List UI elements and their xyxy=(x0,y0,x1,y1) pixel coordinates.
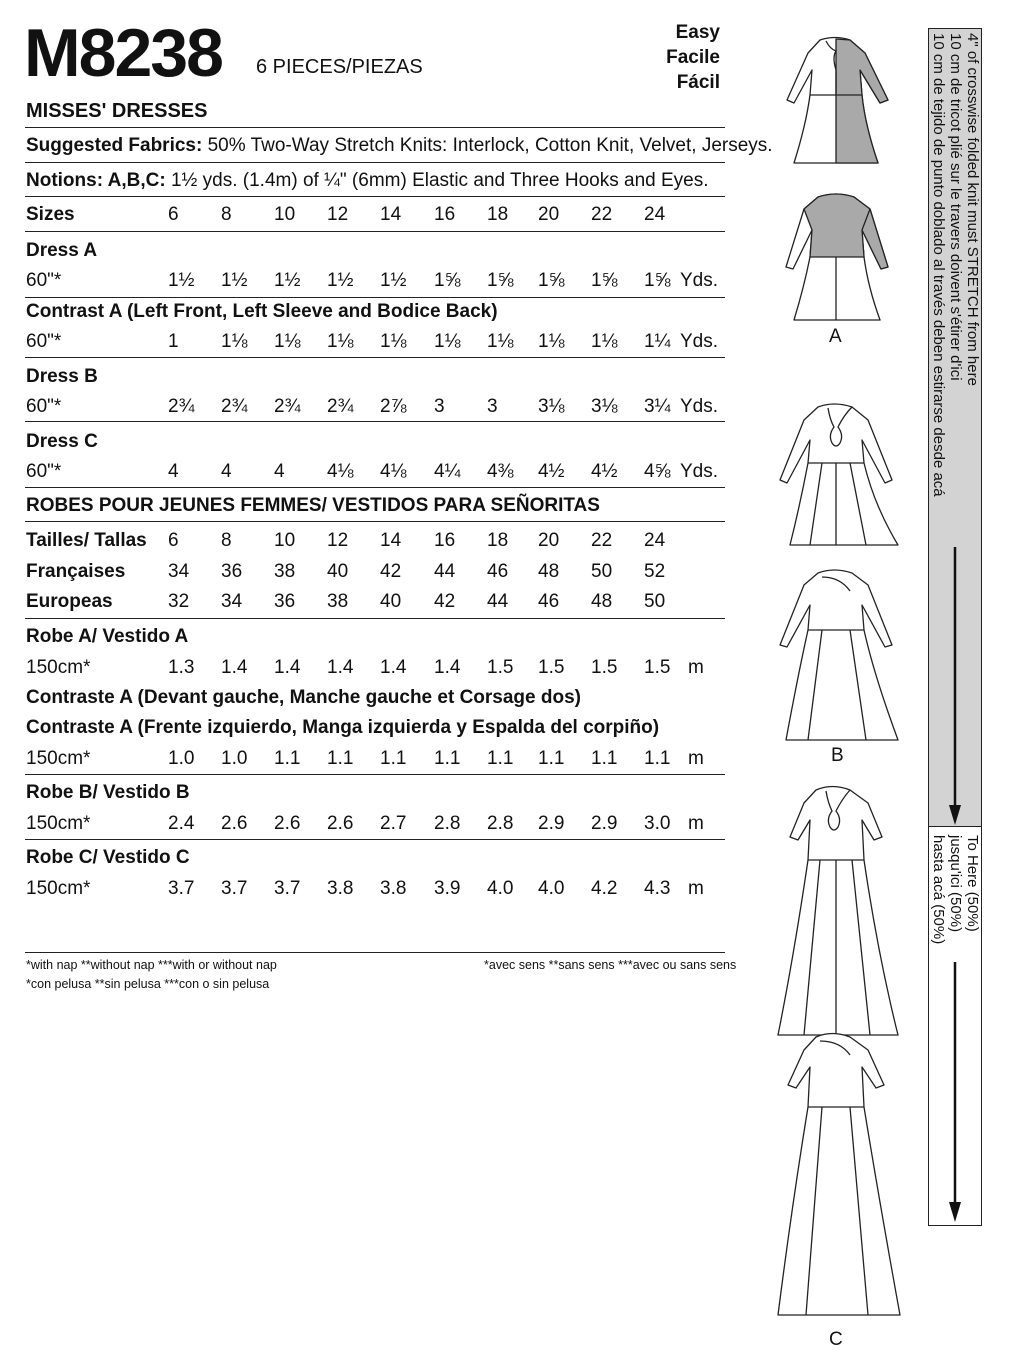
table-cell: 2¾ xyxy=(168,396,195,417)
table-cell: 2¾ xyxy=(327,396,354,417)
table-cell: 1⅛ xyxy=(487,331,514,352)
table-cell: 3.7 xyxy=(221,878,248,899)
piece-count: 6 PIECES/PIEZAS xyxy=(256,56,423,78)
footnote-en: *with nap **without nap ***with or without nap xyxy=(26,958,277,972)
suggested-fabrics xyxy=(26,135,773,157)
table-cell: 1¼ xyxy=(644,331,671,352)
table-cell: 4½ xyxy=(591,461,618,482)
table-cell: 1.5 xyxy=(591,657,618,678)
view-c-back-illustration xyxy=(778,1034,900,1316)
stretch-text-fr: 10 cm de tricot plié sur le travers doivent s'étirer d'ici xyxy=(947,33,964,381)
section-heading: Robe B/ Vestido B xyxy=(26,782,190,803)
table-cell: 4 xyxy=(168,461,179,482)
table-cell: 3.8 xyxy=(327,878,354,899)
table-cell: 6 xyxy=(168,204,179,225)
fabric-width: 60"* xyxy=(26,270,62,291)
table-cell: 46 xyxy=(538,591,560,612)
table-cell: 1 xyxy=(168,331,179,352)
table-cell: 2.8 xyxy=(434,813,461,834)
table-cell: 1⅝ xyxy=(644,270,671,291)
arrow-down-icon xyxy=(949,962,961,1222)
fabrics-text: 50% Two-Way Stretch Knits: Interlock, Cotton Knit, Velvet, Jerseys. xyxy=(207,135,773,156)
table-cell: 3⅛ xyxy=(538,396,565,417)
table-cell: 1.1 xyxy=(274,748,301,769)
table-cell: 4 xyxy=(274,461,285,482)
section-heading: Dress B xyxy=(26,366,98,387)
table-cell: 22 xyxy=(591,204,613,225)
table-cell: 44 xyxy=(487,591,509,612)
table-cell: 3.0 xyxy=(644,813,671,834)
table-cell: 18 xyxy=(487,204,509,225)
table-cell: 50 xyxy=(644,591,666,612)
table-cell: 1⅛ xyxy=(274,331,301,352)
table-cell: 2⅞ xyxy=(380,396,407,417)
table-cell: 8 xyxy=(221,204,232,225)
table-cell: 1.4 xyxy=(221,657,248,678)
table-cell: 1½ xyxy=(221,270,248,291)
unit-label: Yds. xyxy=(680,396,719,417)
table-cell: 22 xyxy=(591,530,613,551)
table-cell: 2.6 xyxy=(274,813,301,834)
table-cell: 1.1 xyxy=(380,748,407,769)
table-cell: 4 xyxy=(221,461,232,482)
table-cell: 52 xyxy=(644,561,666,582)
table-cell: 3.7 xyxy=(168,878,195,899)
table-cell: 1⅝ xyxy=(538,270,565,291)
section-heading: Contraste A (Frente izquierdo, Manga izquierda y Espalda del corpiño) xyxy=(26,717,660,738)
section-heading: Contrast A (Left Front, Left Sleeve and Bodice Back) xyxy=(26,301,498,322)
table-cell: 44 xyxy=(434,561,456,582)
table-cell: 4⅛ xyxy=(380,461,407,482)
table-cell: 1⅝ xyxy=(434,270,461,291)
table-cell: 6 xyxy=(168,530,179,551)
table-cell: 4.2 xyxy=(591,878,618,899)
table-cell: 4¼ xyxy=(434,461,461,482)
fabric-width: 150cm* xyxy=(26,748,91,769)
table-cell: 1.1 xyxy=(591,748,618,769)
pattern-title: MISSES' DRESSES xyxy=(26,100,208,122)
table-cell: 24 xyxy=(644,530,666,551)
pattern-number: M8238 xyxy=(24,15,222,91)
table-cell: 1.1 xyxy=(434,748,461,769)
stretch-instructions xyxy=(930,33,981,497)
section-heading: Robe C/ Vestido C xyxy=(26,847,190,868)
table-cell: 2.6 xyxy=(327,813,354,834)
table-divider xyxy=(25,297,725,298)
unit-label: m xyxy=(688,813,704,834)
table-divider xyxy=(25,521,725,522)
table-cell: 46 xyxy=(487,561,509,582)
table-cell: 10 xyxy=(274,530,296,551)
table-cell: 40 xyxy=(380,591,402,612)
table-cell: 1.5 xyxy=(644,657,671,678)
table-cell: 40 xyxy=(327,561,349,582)
table-cell: 1⅛ xyxy=(380,331,407,352)
table-cell: 1⅛ xyxy=(221,331,248,352)
footnote-es: *con pelusa **sin pelusa ***con o sin pelusa xyxy=(26,977,270,991)
table-cell: 1.4 xyxy=(327,657,354,678)
table-cell: 2.9 xyxy=(538,813,565,834)
garment-views xyxy=(770,25,910,1355)
unit-label: m xyxy=(688,657,704,678)
table-divider xyxy=(25,618,725,619)
table-divider xyxy=(25,231,725,232)
table-cell: 1⅛ xyxy=(591,331,618,352)
section-heading: Contraste A (Devant gauche, Manche gauche et Corsage dos) xyxy=(26,687,581,708)
table-cell: 1.4 xyxy=(434,657,461,678)
table-cell: 1.3 xyxy=(168,657,195,678)
table-cell: 4.0 xyxy=(487,878,514,899)
table-cell: 1½ xyxy=(274,270,301,291)
table-cell: 4.3 xyxy=(644,878,671,899)
table-divider xyxy=(25,421,725,422)
table-cell: 1⅛ xyxy=(434,331,461,352)
stretch-end-es: hasta acá (50%) xyxy=(930,835,947,945)
table-cell: 4⅝ xyxy=(644,461,671,482)
table-cell: 1⅝ xyxy=(591,270,618,291)
notions xyxy=(26,170,709,192)
table-cell: 36 xyxy=(221,561,243,582)
table-cell: 32 xyxy=(168,591,190,612)
size-row-label: Europeas xyxy=(26,591,113,612)
table-cell: 18 xyxy=(487,530,509,551)
table-cell: 1½ xyxy=(327,270,354,291)
notions-text: 1½ yds. (1.4m) of ¼" (6mm) Elastic and Three Hooks and Eyes. xyxy=(170,170,709,191)
table-cell: 16 xyxy=(434,204,456,225)
table-cell: 1.5 xyxy=(538,657,565,678)
view-a-back-illustration xyxy=(786,194,888,320)
unit-label: Yds. xyxy=(680,270,719,291)
table-cell: 34 xyxy=(168,561,190,582)
view-a-front-illustration xyxy=(787,38,888,164)
table-cell: 3.9 xyxy=(434,878,461,899)
table-cell: 1.1 xyxy=(644,748,671,769)
table-cell: 4⅛ xyxy=(327,461,354,482)
unit-label: m xyxy=(688,748,704,769)
view-label-a: A xyxy=(829,326,842,347)
table-cell: 2.6 xyxy=(221,813,248,834)
table-cell: 20 xyxy=(538,204,560,225)
unit-label: Yds. xyxy=(680,331,719,352)
fabric-width: 150cm* xyxy=(26,813,91,834)
table-cell: 20 xyxy=(538,530,560,551)
table-cell: 3 xyxy=(487,396,498,417)
table-cell: 12 xyxy=(327,204,349,225)
table-cell: 3 xyxy=(434,396,445,417)
table-cell: 1⅝ xyxy=(487,270,514,291)
table-cell: 38 xyxy=(274,561,296,582)
table-divider xyxy=(25,357,725,358)
stretch-end-fr: jusqu'ici (50%) xyxy=(947,835,964,933)
stretch-end-en: To Here (50%) xyxy=(964,835,981,932)
section-heading: Dress C xyxy=(26,431,98,452)
difficulty-es: Fácil xyxy=(676,72,720,93)
view-label-c: C xyxy=(829,1329,843,1350)
table-cell: 2.7 xyxy=(380,813,407,834)
table-cell: 3.7 xyxy=(274,878,301,899)
table-cell: 4½ xyxy=(538,461,565,482)
table-cell: 8 xyxy=(221,530,232,551)
unit-label: Yds. xyxy=(680,461,719,482)
size-row-label: Tailles/ Tallas xyxy=(26,530,147,551)
table-cell: 3⅛ xyxy=(591,396,618,417)
table-cell: 2¾ xyxy=(221,396,248,417)
fabric-width: 60"* xyxy=(26,396,62,417)
table-cell: 1.0 xyxy=(168,748,195,769)
difficulty-fr: Facile xyxy=(666,47,720,68)
table-cell: 38 xyxy=(327,591,349,612)
fabric-width: 150cm* xyxy=(26,657,91,678)
metric-title: ROBES POUR JEUNES FEMMES/ VESTIDOS PARA SEÑORITAS xyxy=(26,495,600,516)
table-cell: 2.4 xyxy=(168,813,195,834)
table-cell: 3.8 xyxy=(380,878,407,899)
footnote-fr: *avec sens **sans sens ***avec ou sans sens xyxy=(484,958,737,972)
fabric-width: 60"* xyxy=(26,461,62,482)
table-cell: 2¾ xyxy=(274,396,301,417)
fabrics-label: Suggested Fabrics: xyxy=(26,135,203,156)
arrow-down-icon xyxy=(949,547,961,825)
stretch-text-es: 10 cm de tejido de punto doblado al través deben estirarse desde acá xyxy=(930,33,947,497)
table-divider xyxy=(25,774,725,775)
table-cell: 1½ xyxy=(380,270,407,291)
table-cell: 1.4 xyxy=(380,657,407,678)
view-b-back-illustration xyxy=(780,570,898,740)
stretch-gauge xyxy=(928,28,982,1226)
view-label-b: B xyxy=(831,745,844,766)
size-row-label: Françaises xyxy=(26,561,126,582)
table-divider xyxy=(25,487,725,488)
table-cell: 1.0 xyxy=(221,748,248,769)
table-cell: 1⅛ xyxy=(538,331,565,352)
table-cell: 16 xyxy=(434,530,456,551)
stretch-arrows xyxy=(945,547,965,1227)
table-cell: 48 xyxy=(538,561,560,582)
stretch-text-en: 4" of crosswise folded knit must STRETCH from here xyxy=(964,33,981,386)
sizes-label: Sizes xyxy=(26,204,75,225)
table-cell: 1.1 xyxy=(487,748,514,769)
table-cell: 2.8 xyxy=(487,813,514,834)
table-divider xyxy=(25,839,725,840)
table-cell: 24 xyxy=(644,204,666,225)
table-cell: 48 xyxy=(591,591,613,612)
table-cell: 34 xyxy=(221,591,243,612)
table-cell: 2.9 xyxy=(591,813,618,834)
section-heading: Dress A xyxy=(26,240,98,261)
notions-label: Notions: A,B,C: xyxy=(26,170,166,191)
table-cell: 10 xyxy=(274,204,296,225)
table-cell: 1.1 xyxy=(327,748,354,769)
difficulty-en: Easy xyxy=(675,22,720,43)
table-cell: 50 xyxy=(591,561,613,582)
table-cell: 1½ xyxy=(168,270,195,291)
table-cell: 4.0 xyxy=(538,878,565,899)
table-cell: 36 xyxy=(274,591,296,612)
table-cell: 42 xyxy=(380,561,402,582)
table-cell: 4⅜ xyxy=(487,461,514,482)
fabric-width: 60"* xyxy=(26,331,62,352)
section-heading: Robe A/ Vestido A xyxy=(26,626,189,647)
table-cell: 12 xyxy=(327,530,349,551)
fabric-width: 150cm* xyxy=(26,878,91,899)
view-b-front-illustration xyxy=(780,404,898,545)
table-cell: 1.1 xyxy=(538,748,565,769)
table-cell: 14 xyxy=(380,530,402,551)
table-cell: 3¼ xyxy=(644,396,671,417)
unit-label: m xyxy=(688,878,704,899)
table-cell: 14 xyxy=(380,204,402,225)
table-cell: 42 xyxy=(434,591,456,612)
table-cell: 1.4 xyxy=(274,657,301,678)
table-cell: 1.5 xyxy=(487,657,514,678)
table-cell: 1⅛ xyxy=(327,331,354,352)
view-c-front-illustration xyxy=(778,787,898,1036)
